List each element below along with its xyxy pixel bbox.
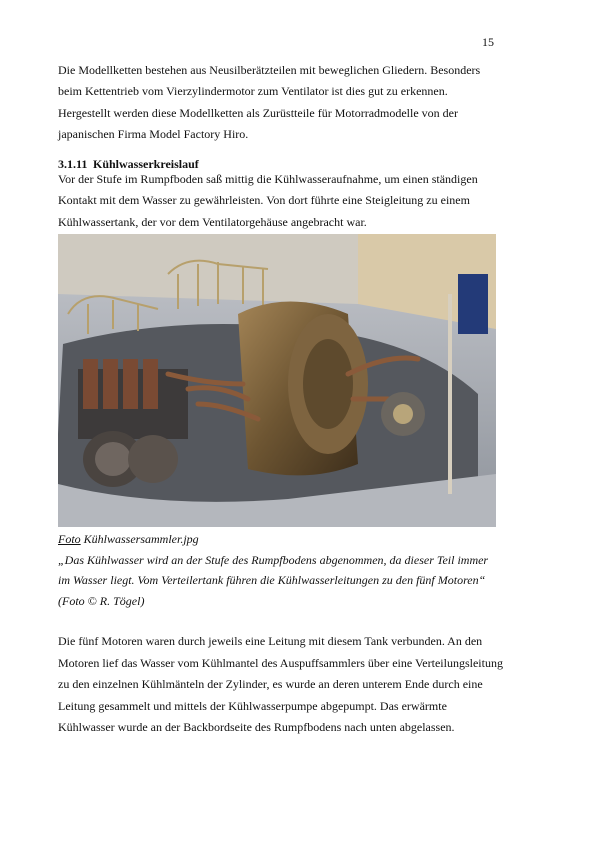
section-number: 3.1.11: [58, 157, 88, 171]
paragraph-cooling-circuit: Die fünf Motoren waren durch jeweils eine Leitung mit diesem Tank verbunden. An den Motoren lief das Wasser vom Kühlmantel des Auspuffsammlers über eine Verteilungsleitung zu den einzelnen Kühlmänteln der Zylinder, es wurde an deren unterem Ende durch eine Leitung gesammelt und mittels der Kühlwasserpumpe abgepumpt. Das erwärmte Kühlwasser wurde an der Backbordseite des Rumpfbodens nach unten abgelassen.: [58, 634, 503, 735]
figure-label: Foto: [58, 532, 81, 546]
paragraph-cooling-intake: Vor der Stufe im Rumpfboden saß mittig die Kühlwasseraufnahme, um einen ständigen Kontakt mit dem Wasser zu gewährleisten. Von dort führte eine Steigleitung zu einem Kühlwassertank, der vor dem Ventilatorgehäuse angebracht war.: [58, 172, 478, 229]
figure-caption: [58, 529, 503, 611]
engine-photo: [58, 234, 496, 527]
paragraph-model-chains: Die Modellketten bestehen aus Neusilberätzteilen mit beweglichen Gliedern. Besonders beim Kettentrieb vom Vierzylindermotor zum Ventilator ist dies gut zu erkennen. Hergestellt werden diese Modellketten als Zurüstteile für Motorradmodelle von der japanischen Firma Model Factory Hiro.: [58, 63, 481, 141]
engine-photo-illustration: [58, 234, 496, 527]
figure-caption-text: „Das Kühlwasser wird an der Stufe des Rumpfbodens abgenommen, da dieser Teil immer im Wasser liegt. Vom Verteilertank führen die Kühlwasserleitungen zu den fünf Motoren“: [58, 552, 489, 587]
figure-label-line: [58, 529, 503, 550]
page-number: 15: [482, 35, 494, 49]
section-title: Kühlwasserkreislauf: [93, 157, 199, 171]
figure-credit: (Foto © R. Tögel): [58, 593, 145, 608]
figure-filename: Kühlwassersammler.jpg: [83, 532, 199, 546]
